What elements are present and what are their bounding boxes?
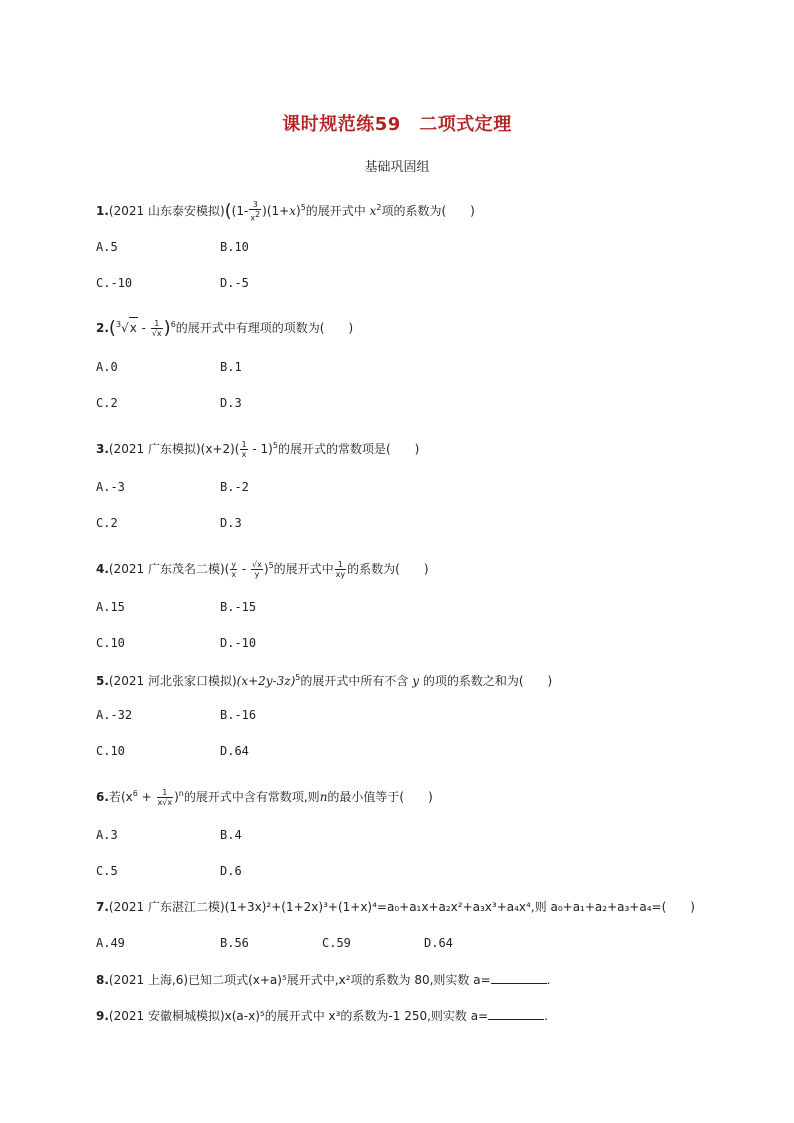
paren-open: ( xyxy=(224,200,232,222)
question-text: 的最小值等于( ) xyxy=(327,790,433,804)
question-number: 6. xyxy=(96,790,109,804)
question-text: (2021 上海,6)已知二项式(x+a)⁵展开式中,x²项的系数为 80,则实数 a= xyxy=(108,973,491,987)
question-source: (2021 广东湛江二模) xyxy=(108,900,225,914)
option-b[interactable]: B.-15 xyxy=(220,600,257,614)
fraction-denominator: xy xyxy=(335,570,346,579)
question-4 xyxy=(96,556,429,579)
question-source: (2021 广东模拟) xyxy=(108,442,201,456)
question-text: 的展开式中 xyxy=(305,204,366,218)
plus-sign: + xyxy=(137,790,156,804)
fraction-denominator: x xyxy=(231,570,237,579)
option-a[interactable]: A.-32 xyxy=(96,708,133,722)
term-text: - 1) xyxy=(248,442,273,456)
den-exponent: 2 xyxy=(255,210,261,220)
fraction xyxy=(240,440,247,459)
variable-x: x xyxy=(289,204,296,218)
paren-close: ) xyxy=(163,317,171,339)
option-d[interactable]: D.6 xyxy=(220,864,242,878)
term-text: (1- xyxy=(231,204,249,218)
minus-sign: - xyxy=(141,321,146,335)
option-b[interactable]: B.-16 xyxy=(220,708,257,722)
question-text: 若 xyxy=(108,790,121,804)
option-c[interactable]: C.2 xyxy=(96,516,118,530)
question-source: (2021 山东泰安模拟) xyxy=(108,204,225,218)
fraction-denominator: x xyxy=(241,450,247,459)
question-text: 的展开式的常数项是( ) xyxy=(277,442,420,456)
question-text: (2021 安徽桐城模拟)x(a-x)⁵的展开式中 x³的系数为-1 250,则实数 a= xyxy=(108,1009,489,1023)
fraction xyxy=(335,560,346,579)
fraction-numerator: 1 xyxy=(335,560,346,570)
exponent: 5 xyxy=(295,673,301,682)
fraction-denominator: x√x xyxy=(157,798,173,807)
question-5 xyxy=(96,668,552,691)
fraction-denominator: y xyxy=(254,570,260,579)
option-c[interactable]: C.59 xyxy=(322,936,351,950)
option-c[interactable]: C.10 xyxy=(96,636,125,650)
den-var: x xyxy=(156,329,162,338)
option-a[interactable]: A.3 xyxy=(96,828,118,842)
variable-x: x xyxy=(369,204,377,218)
question-number: 4. xyxy=(96,562,109,576)
question-text: 的展开式中含有常数项,则 xyxy=(183,790,320,804)
fraction-numerator: y xyxy=(231,560,237,569)
expression: (x+2y-3z) xyxy=(236,674,296,688)
question-number: 5. xyxy=(96,674,109,688)
question-9 xyxy=(96,1006,548,1026)
exponent: 6 xyxy=(132,789,138,798)
fraction-denominator xyxy=(249,210,261,223)
question-text: . xyxy=(546,973,551,987)
question-number: 7. xyxy=(96,900,109,914)
option-b[interactable]: B.56 xyxy=(220,936,249,950)
exponent: 5 xyxy=(300,203,306,212)
option-a[interactable]: A.0 xyxy=(96,360,118,374)
option-b[interactable]: B.1 xyxy=(220,360,242,374)
option-a[interactable]: A.-3 xyxy=(96,480,125,494)
option-c[interactable]: C.-10 xyxy=(96,276,133,290)
option-d[interactable]: D.3 xyxy=(220,516,242,530)
question-6 xyxy=(96,784,433,807)
fraction-numerator: 1 xyxy=(241,440,247,449)
option-c[interactable]: C.2 xyxy=(96,396,118,410)
fraction xyxy=(157,788,174,807)
option-d[interactable]: D.64 xyxy=(220,744,249,758)
radicand: x xyxy=(129,317,138,338)
paren-open: ( xyxy=(108,317,116,339)
fraction xyxy=(151,319,163,338)
option-d[interactable]: D.-5 xyxy=(220,276,249,290)
question-text: 的展开式中 xyxy=(273,562,334,576)
answer-blank[interactable] xyxy=(488,1007,544,1020)
question-text: 的展开式中有理项的项数为( ) xyxy=(175,321,354,335)
minus-sign: - xyxy=(238,562,251,576)
term-text: ) xyxy=(296,204,301,218)
question-1 xyxy=(96,198,475,223)
question-number: 9. xyxy=(96,1009,109,1023)
fraction xyxy=(230,560,237,579)
term-text: (x+2)( xyxy=(200,442,240,456)
option-a[interactable]: A.5 xyxy=(96,240,118,254)
fraction-numerator: 3 xyxy=(249,200,261,210)
section-heading: 基础巩固组 xyxy=(364,160,430,175)
question-text: . xyxy=(544,1009,548,1023)
question-8 xyxy=(96,970,550,990)
question-2: 2.($^3$√x - $\frac{1}{√x}$ )$^6$的展开式中有理项的项数为( ) xyxy=(96,317,354,339)
paren-close: ) xyxy=(174,790,179,804)
question-number: 2. xyxy=(96,321,109,335)
option-b[interactable]: B.4 xyxy=(220,828,242,842)
option-b[interactable]: B.10 xyxy=(220,240,249,254)
exponent: 5 xyxy=(272,441,278,450)
fraction-numerator: 1 xyxy=(157,788,174,798)
exponent: n xyxy=(178,789,184,798)
exponent: 5 xyxy=(268,561,274,570)
root-index: 3 xyxy=(115,320,122,329)
exponent: 6 xyxy=(170,320,176,329)
paren-open: ( xyxy=(224,562,230,576)
option-d[interactable]: D.3 xyxy=(220,396,242,410)
fraction-numerator: 1 xyxy=(151,319,163,329)
question-text: 的项的系数之和为( ) xyxy=(422,674,553,688)
question-3 xyxy=(96,436,419,459)
question-text: 项的系数为( ) xyxy=(381,204,475,218)
question-text: 的系数为( ) xyxy=(347,562,429,576)
option-d[interactable]: D.64 xyxy=(424,936,453,950)
paren-close: ) xyxy=(263,562,269,576)
question-text: 的展开式中所有不含 xyxy=(300,674,409,688)
option-c[interactable]: C.10 xyxy=(96,744,125,758)
page-title: 课时规范练59 二项式定理 xyxy=(282,114,512,135)
variable-y: y xyxy=(412,674,419,688)
question-text: (1+3x)²+(1+2x)³+(1+x)⁴=a₀+a₁x+a₂x²+a₃x³+a₄x⁴,则 a₀+a₁+a₂+a₃+a₄=( ) xyxy=(224,900,695,914)
option-a[interactable]: A.49 xyxy=(96,936,125,950)
fraction xyxy=(249,200,261,223)
option-a[interactable]: A.15 xyxy=(96,600,125,614)
option-b[interactable]: B.-2 xyxy=(220,480,249,494)
option-d[interactable]: D.-10 xyxy=(220,636,257,650)
question-number: 8. xyxy=(96,973,109,987)
question-source: (2021 广东茂名二模) xyxy=(108,562,225,576)
question-number: 1. xyxy=(96,204,109,218)
answer-blank[interactable] xyxy=(491,971,547,984)
term-text: )(1+ xyxy=(262,204,290,218)
question-number: 3. xyxy=(96,442,109,456)
exponent: 2 xyxy=(376,203,382,212)
variable-n: n xyxy=(319,790,328,804)
paren-open: (x xyxy=(120,790,133,804)
fraction-numerator: √x xyxy=(252,560,262,569)
fraction xyxy=(251,560,263,579)
question-source: (2021 河北张家口模拟) xyxy=(108,674,237,688)
fraction-denominator: √x xyxy=(151,329,162,338)
den-var: x xyxy=(250,213,256,223)
question-7 xyxy=(96,897,695,917)
option-c[interactable]: C.5 xyxy=(96,864,118,878)
